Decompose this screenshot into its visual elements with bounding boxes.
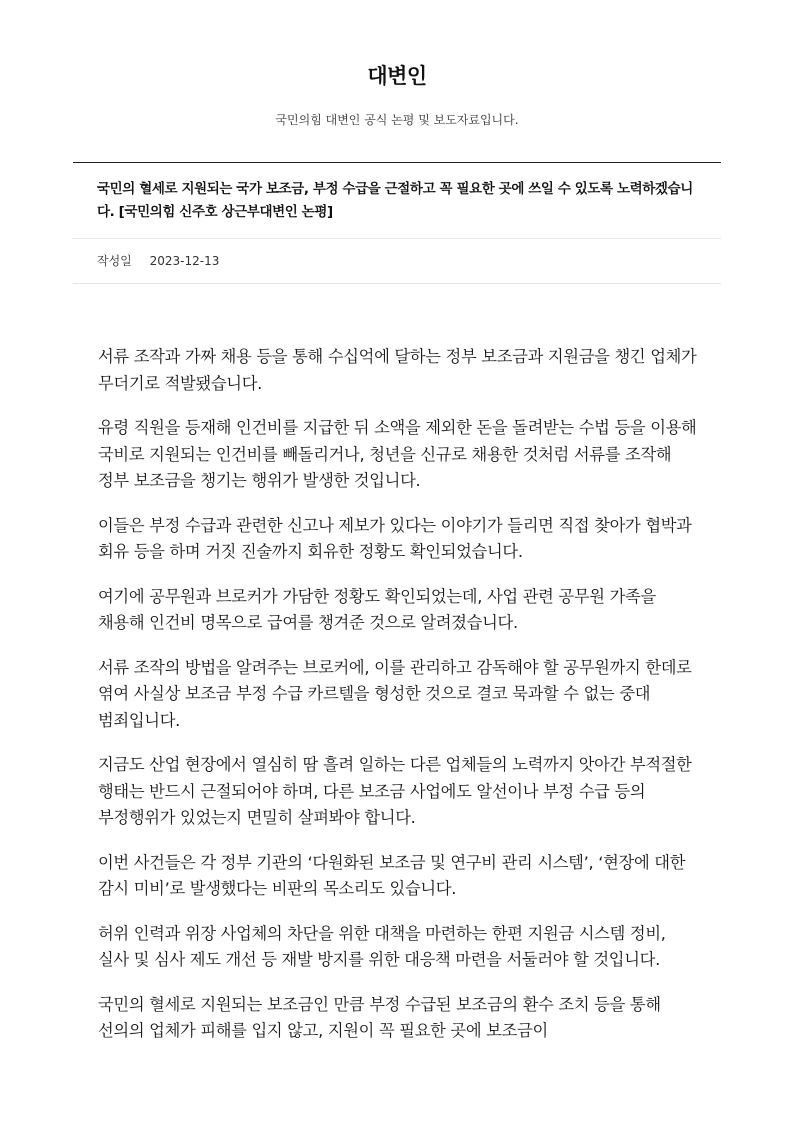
paragraph: 허위 인력과 위장 사업체의 차단을 위한 대책을 마련하는 한편 지원금 시스템 정비, 실사 및 심사 제도 개선 등 재발 방지를 위한 대응책 마련을 서둘러야 할 것입니다. — [98, 923, 666, 969]
paragraph: 이들은 부정 수급과 관련한 신고나 제보가 있다는 이야기가 들리면 직접 찾아가 협박과 회유 등을 하며 거짓 진술까지 회유한 정황도 확인되었습니다. — [98, 515, 692, 561]
paragraph: 여기에 공무원과 브로커가 가담한 정황도 확인되었는데, 사업 관련 공무원 가족을 채용해 인건비 명목으로 급여를 챙겨준 것으로 알려졌습니다. — [98, 586, 656, 632]
paragraph: 국민의 혈세로 지원되는 보조금인 만큼 부정 수급된 보조금의 환수 조치 등을 통해 선의의 업체가 피해를 입지 않고, 지원이 꼭 필요한 곳에 보조금이 — [98, 994, 661, 1040]
page-header — [0, 0, 794, 128]
paragraph: 이번 사건들은 각 정부 기관의 ‘다원화된 보조금 및 연구비 관리 시스템’, ‘현장에 대한 감시 미비’로 발생했다는 비판의 목소리도 있습니다. — [98, 852, 686, 898]
article-header — [73, 162, 721, 284]
date-value: 2023-12-13 — [149, 254, 220, 268]
paragraph: 서류 조작의 방법을 알려주는 브로커에, 이를 관리하고 감독해야 할 공무원까지 한데로 엮여 사실상 보조금 부정 수급 카르텔을 형성한 것으로 결코 묵과할 수 없는 중대 범죄입니다. — [98, 657, 692, 730]
paragraph: 지금도 산업 현장에서 열심히 땀 흘려 일하는 다른 업체들의 노력까지 앗아간 부적절한 행태는 반드시 근절되어야 하며, 다른 보조금 사업에도 알선이나 부정 수급 등의 부정행위가 있었는지 면밀히 살펴봐야 합니다. — [98, 755, 692, 827]
article-title: 국민의 혈세로 지원되는 국가 보조금, 부정 수급을 근절하고 꼭 필요한 곳에 쓰일 수 있도록 노력하겠습니다. [국민의힘 신주호 상근부대변인 논평] — [73, 163, 721, 239]
page-title: 대변인 — [367, 64, 427, 88]
article-body — [98, 344, 698, 1063]
page-subtitle: 국민의힘 대변인 공식 논평 및 보도자료입니다. — [275, 113, 519, 127]
paragraph: 서류 조작과 가짜 채용 등을 통해 수십억에 달하는 정부 보조금과 지원금을 챙긴 업체가 무더기로 적발됐습니다. — [98, 347, 697, 393]
article-meta — [73, 239, 721, 284]
paragraph: 유령 직원을 등재해 인건비를 지급한 뒤 소액을 제외한 돈을 돌려받는 수법 등을 이용해 국비로 지원되는 인건비를 빼돌리거나, 청년을 신규로 채용한 것처럼 서류를 조작해 정부 보조금을 챙기는 행위가 발생한 것입니다. — [98, 418, 697, 490]
date-label: 작성일 — [97, 254, 132, 268]
